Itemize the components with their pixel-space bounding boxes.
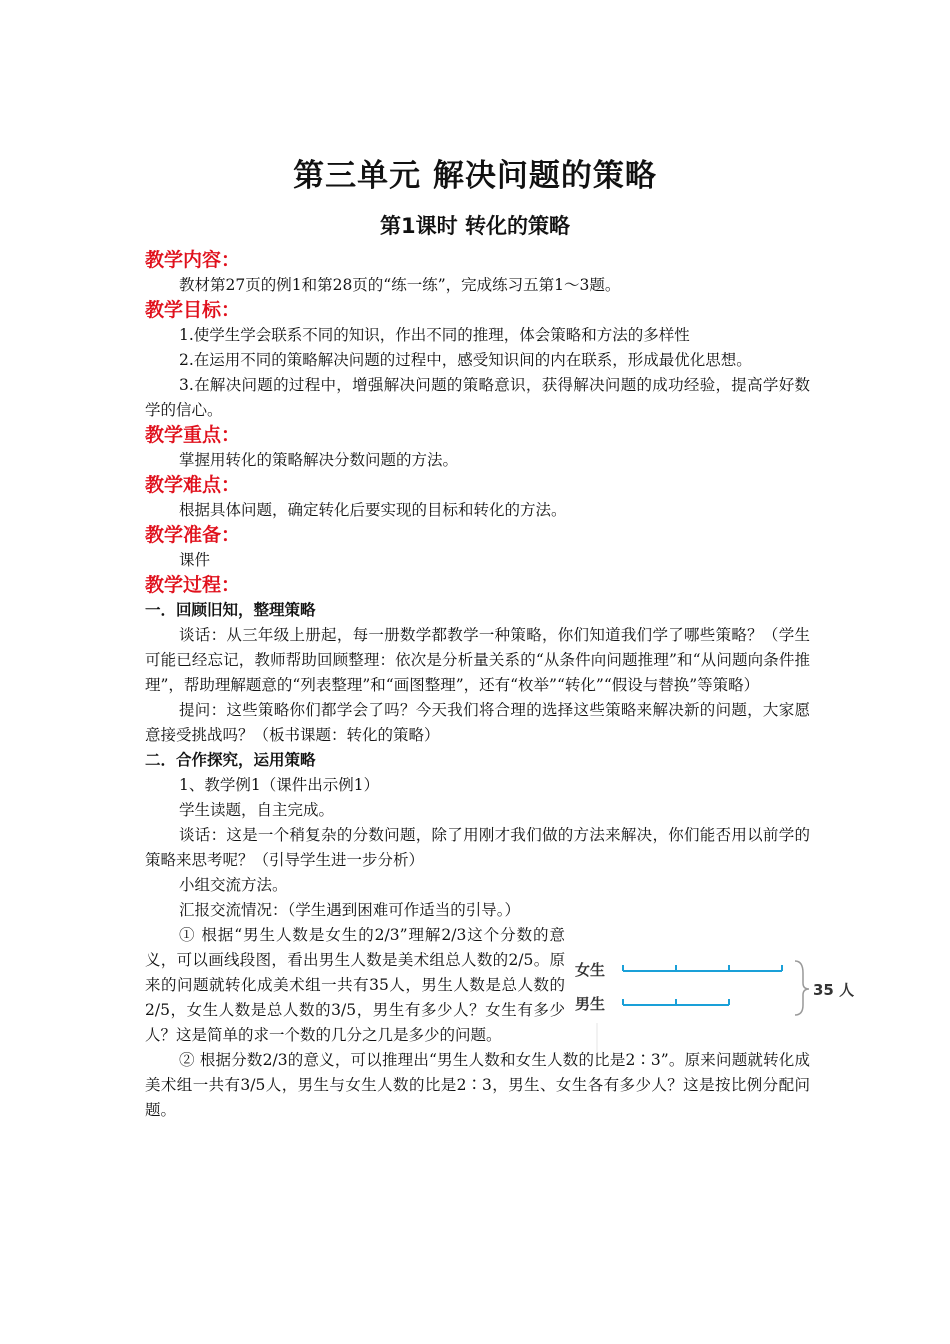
step2-paragraph: 谈话：这是一个稍复杂的分数问题，除了用刚才我们做的方法来解决，你们能否用以前学的策略来思考呢？（引导学生进一步分析）	[145, 826, 810, 869]
lesson-subtitle: 第1课时 转化的策略	[380, 214, 570, 238]
step2-paragraph: 小组交流方法。	[179, 876, 288, 894]
line-segment-diagram	[573, 945, 863, 1055]
heading-content: 教学内容：	[145, 249, 241, 271]
goal-item: 2.在运用不同的策略解决问题的过程中，感受知识间的内在联系，形成最优化思想。	[179, 351, 752, 369]
girls-label: 女生	[575, 961, 606, 979]
heading-difficulty: 教学难点：	[145, 474, 241, 496]
step2-paragraph: 汇报交流情况：（学生遇到困难可作适当的引导。）	[179, 901, 521, 919]
step2-title: 二．合作探究，运用策略	[145, 751, 316, 769]
boys-segment-bar	[623, 999, 729, 1005]
method1-block	[145, 923, 855, 1048]
girls-segment-bar	[623, 965, 782, 971]
total-label: 35 人	[813, 981, 855, 999]
difficulty-text: 根据具体问题，确定转化后要实现的目标和转化的方法。	[179, 501, 567, 519]
method2-paragraph: ② 根据分数2/3的意义，可以推理出“男生人数和女生人数的比是2∶3”。原来问题就转化成美术组一共有3/5人，男生与女生人数的比是2∶3，男生、女生各有多少人？这是按比例分配问题。	[145, 1051, 810, 1119]
step2-paragraph: 学生读题，自主完成。	[179, 801, 335, 819]
document-body	[145, 248, 855, 1123]
brace-icon	[795, 961, 809, 1015]
heading-goals: 教学目标：	[145, 299, 241, 321]
goal-item: 1.使学生学会联系不同的知识，作出不同的推理，体会策略和方法的多样性	[179, 326, 690, 344]
heading-prep: 教学准备：	[145, 524, 241, 546]
method1-paragraph: ① 根据“男生人数是女生的2/3”理解2/3这个分数的意义，可以画线段图，看出男生人数是美术组总人数的2/5。原来的问题就转化成美术组一共有35人，男生人数是总人数的2/5，女生人数是总人数的3/5，男生有多少人？女生有多少人？这是简单的求一个数的几分之几是多少的问题。	[145, 926, 565, 1044]
content-text: 教材第27页的例1和第28页的“练一练”，完成练习五第1～3题。	[179, 276, 621, 294]
page-title: 第三单元 解决问题的策略	[293, 158, 657, 194]
boys-label: 男生	[575, 995, 606, 1013]
prep-text: 课件	[179, 551, 211, 569]
step1-paragraph: 提问：这些策略你们都学会了吗？今天我们将合理的选择这些策略来解决新的问题，大家愿意接受挑战吗？（板书课题：转化的策略）	[145, 701, 810, 744]
goal-item: 3.在解决问题的过程中，增强解决问题的策略意识，获得解决问题的成功经验，提高学好数学的信心。	[145, 376, 810, 419]
heading-key: 教学重点：	[145, 424, 241, 446]
step2-paragraph: 1、教学例1（课件出示例1）	[179, 776, 380, 794]
key-text: 掌握用转化的策略解决分数问题的方法。	[179, 451, 459, 469]
step1-paragraph: 谈话：从三年级上册起，每一册数学都教学一种策略，你们知道我们学了哪些策略？（学生可能已经忘记，教师帮助回顾整理：依次是分析量关系的“从条件向问题推理”和“从问题向条件推理”，帮助理解题意的“列表整理”和“画图整理”，还有“枚举”“转化”“假设与替换”等策略）	[145, 626, 810, 694]
step1-title: 一．回顾旧知，整理策略	[145, 601, 316, 619]
heading-process: 教学过程：	[145, 574, 241, 596]
